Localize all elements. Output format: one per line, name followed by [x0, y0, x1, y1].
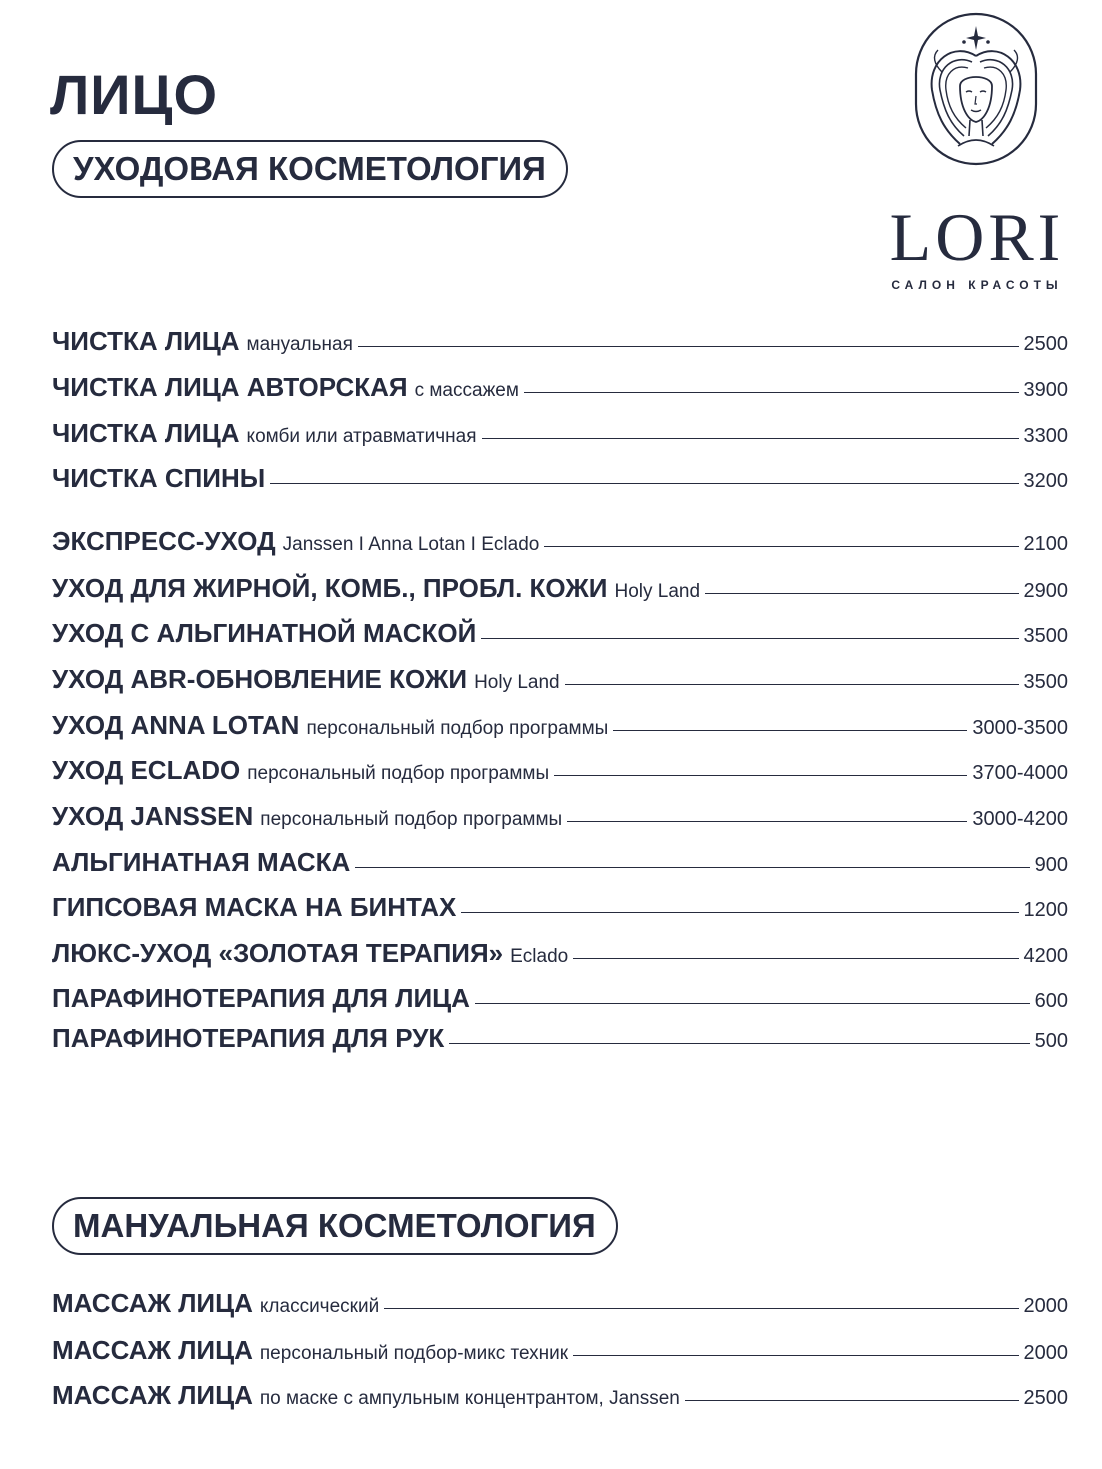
dot-leader-line — [554, 774, 967, 776]
page-title: ЛИЦО — [50, 63, 219, 126]
service-name: АЛЬГИНАТНАЯ МАСКА — [52, 847, 351, 877]
service-name: УХОД С АЛЬГИНАТНОЙ МАСКОЙ — [52, 618, 477, 648]
service-name: УХОД ECLADO — [52, 755, 241, 785]
service-name: ЧИСТКА СПИНЫ — [52, 463, 266, 493]
service-name: ПАРАФИНОТЕРАПИЯ ДЛЯ РУК — [52, 1023, 445, 1053]
service-name: ПАРАФИНОТЕРАПИЯ ДЛЯ ЛИЦА — [52, 983, 470, 1013]
price-row — [52, 1288, 1068, 1319]
service-description: персональный подбор программы — [247, 763, 550, 784]
dot-leader-line — [613, 729, 967, 731]
service-name: ГИПСОВАЯ МАСКА НА БИНТАХ — [52, 892, 457, 922]
service-description: персональный подбор программы — [260, 809, 563, 830]
price-row — [52, 755, 1068, 786]
service-description: с массажем — [414, 380, 519, 401]
dot-leader-line — [544, 545, 1018, 547]
service-name: МАССАЖ ЛИЦА — [52, 1288, 253, 1318]
service-price: 3300 — [1023, 425, 1068, 447]
service-name: ЛЮКС-УХОД «ЗОЛОТАЯ ТЕРАПИЯ» — [52, 938, 504, 968]
service-price: 2900 — [1023, 580, 1068, 602]
service-price: 2000 — [1023, 1342, 1068, 1364]
dot-leader-line — [475, 1002, 1030, 1004]
price-row — [52, 463, 1068, 494]
service-price: 3900 — [1023, 379, 1068, 401]
service-name: МАССАЖ ЛИЦА — [52, 1380, 253, 1410]
price-row — [52, 938, 1068, 969]
service-name: УХОД ABR-ОБНОВЛЕНИЕ КОЖИ — [52, 664, 468, 694]
price-row — [52, 801, 1068, 832]
dot-leader-line — [573, 1354, 1018, 1356]
price-row — [52, 892, 1068, 923]
dot-leader-line — [355, 866, 1029, 868]
price-row — [52, 1380, 1068, 1411]
service-price: 3500 — [1023, 671, 1068, 693]
dot-leader-line — [567, 820, 967, 822]
service-description: Janssen I Anna Lotan I Eclado — [282, 534, 540, 555]
service-description: персональный подбор программы — [306, 718, 609, 739]
service-price: 1200 — [1023, 899, 1068, 921]
dot-leader-line — [449, 1042, 1029, 1044]
price-row — [52, 1023, 1068, 1054]
dot-leader-line — [461, 911, 1018, 913]
service-description: Holy Land — [614, 581, 701, 602]
dot-leader-line — [573, 957, 1018, 959]
service-name: МАССАЖ ЛИЦА — [52, 1335, 253, 1365]
service-description: мануальная — [246, 334, 353, 355]
section-title-manual: МАНУАЛЬНАЯ КОСМЕТОЛОГИЯ — [52, 1197, 618, 1255]
service-description: классический — [259, 1296, 380, 1317]
price-row — [52, 983, 1068, 1014]
service-name: ЧИСТКА ЛИЦА — [52, 326, 240, 356]
logo-wordmark: LORI — [889, 199, 1065, 275]
service-price: 600 — [1034, 990, 1068, 1012]
dot-leader-line — [270, 482, 1018, 484]
price-row — [52, 418, 1068, 449]
price-row — [52, 573, 1068, 604]
service-price: 2500 — [1023, 333, 1068, 355]
service-description: персональный подбор-микс техник — [259, 1343, 569, 1364]
service-price: 2100 — [1023, 533, 1068, 555]
service-description: комби или атравматичная — [246, 426, 477, 447]
service-price: 3000-3500 — [972, 717, 1068, 739]
service-price: 2000 — [1023, 1295, 1068, 1317]
price-row — [52, 710, 1068, 741]
service-description: по маске с ампульным концентрантом, Janssen — [259, 1388, 680, 1409]
service-name: ЧИСТКА ЛИЦА — [52, 418, 240, 448]
price-row — [52, 372, 1068, 403]
service-price: 3200 — [1023, 470, 1068, 492]
service-description: Holy Land — [474, 672, 560, 693]
service-price: 3700-4000 — [972, 762, 1068, 784]
logo-subtitle: САЛОН КРАСОТЫ — [891, 278, 1063, 292]
dot-leader-line — [705, 592, 1018, 594]
price-row — [52, 526, 1068, 557]
service-name: УХОД ANNA LOTAN — [52, 710, 300, 740]
service-name: ЧИСТКА ЛИЦА АВТОРСКАЯ — [52, 372, 408, 402]
service-description: Eclado — [510, 946, 569, 967]
section-title-care: УХОДОВАЯ КОСМЕТОЛОГИЯ — [52, 140, 568, 198]
logo-emblem-icon — [914, 12, 1038, 166]
service-price: 4200 — [1023, 945, 1068, 967]
price-row — [52, 1335, 1068, 1366]
service-price: 2500 — [1023, 1387, 1068, 1409]
service-name: ЭКСПРЕСС-УХОД — [52, 526, 276, 556]
dot-leader-line — [524, 391, 1019, 393]
price-row — [52, 847, 1068, 878]
dot-leader-line — [384, 1307, 1018, 1309]
price-row — [52, 618, 1068, 649]
service-name: УХОД JANSSEN — [52, 801, 254, 831]
service-name: УХОД ДЛЯ ЖИРНОЙ, КОМБ., ПРОБЛ. КОЖИ — [52, 573, 608, 603]
price-row — [52, 664, 1068, 695]
service-price: 3000-4200 — [972, 808, 1068, 830]
dot-leader-line — [481, 637, 1018, 639]
dot-leader-line — [482, 437, 1019, 439]
service-price: 900 — [1034, 854, 1068, 876]
dot-leader-line — [685, 1399, 1019, 1401]
service-price: 500 — [1034, 1030, 1068, 1052]
service-price: 3500 — [1023, 625, 1068, 647]
price-row — [52, 326, 1068, 357]
dot-leader-line — [358, 345, 1019, 347]
dot-leader-line — [565, 683, 1019, 685]
